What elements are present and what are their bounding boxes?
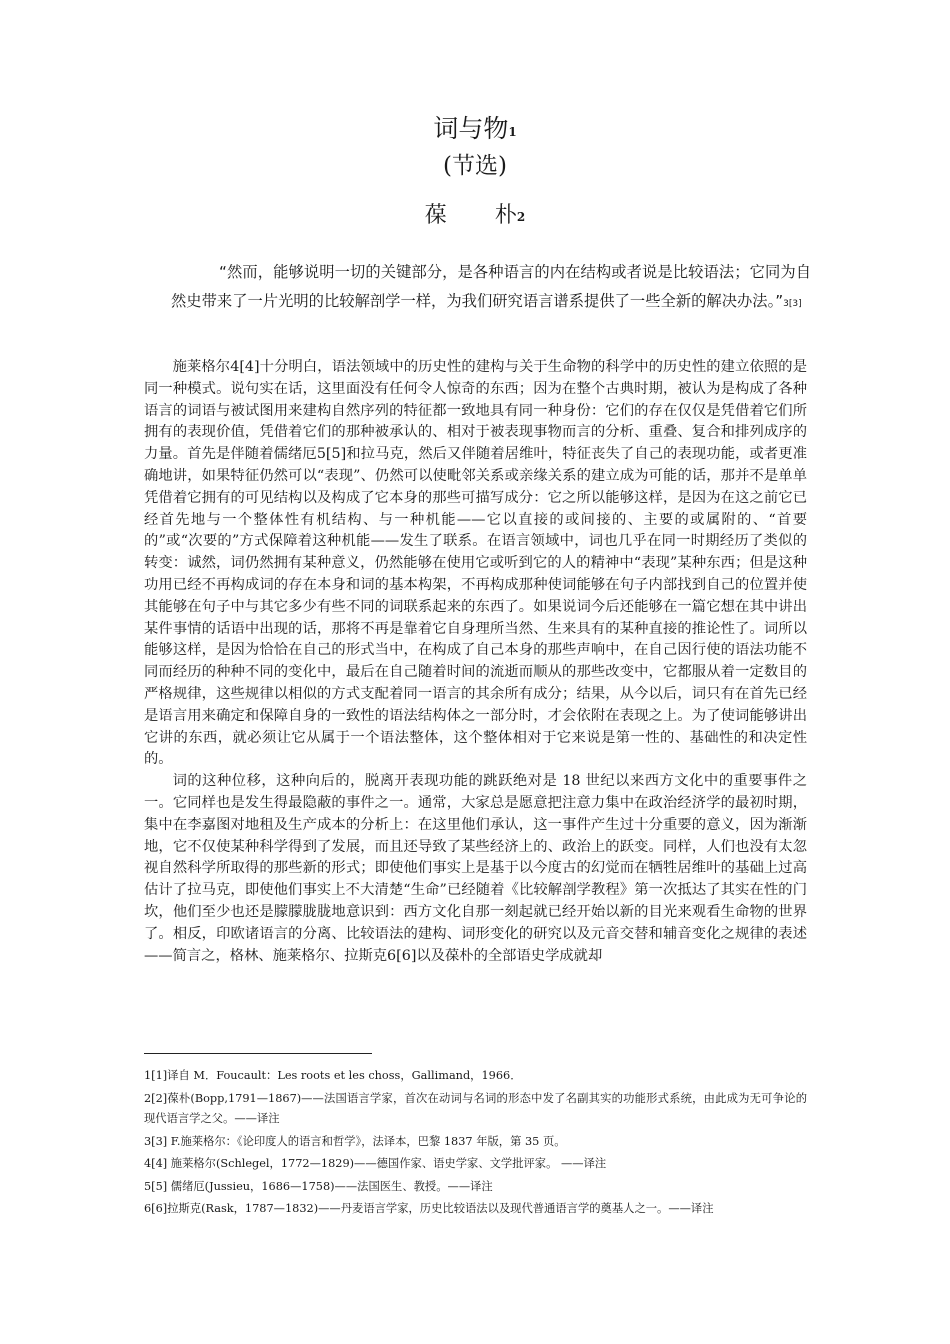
author-footnote-marker: 2 [516, 210, 526, 224]
footnote-5: 5[5] 儒绪厄(Jussieu，1686—1758)——法国医生、教授。——译注 [144, 1179, 493, 1193]
footnote-6: 6[6]拉斯克(Rask，1787—1832)——丹麦语言学家，历史比较语法以及现代普通语言学的奠基人之一。——译注 [144, 1202, 714, 1215]
epigraph-quote: “然而，能够说明一切的关键部分，是各种语言的内在结构或者说是比较语法；它同为自然史带来了一片光明的比较解剖学一样，为我们研究语言谱系提供了一些全新的解决办法。”3[3] [171, 263, 811, 310]
footnotes [144, 1066, 807, 1222]
paragraph-1: 施莱格尔4[4]十分明白，语法领域中的历史性的建构与关于生命物的科学中的历史性的建立依照的是同一种模式。说句实在话，这里面没有任何令人惊奇的东西；因为在整个古典时期，被认为是构成了各种语言的词语与被试图用来建构自然序列的特征都一致地具有同一种身份：它们的存在仅仅是凭借着它们所拥有的表现价值，凭借着它们的那种被承认的、相对于被表现事物而言的分析、重叠、复合和排列成序的力量。首先是伴随着儒绪厄5[5]和拉马克，然后又伴随着居维叶，特征丧失了自己的表现功能，或者更准确地讲，如果特征仍然可以“表现”、仍然可以使毗邻关系或亲缘关系的建立成为可能的话，那并不是单单凭借着它拥有的可见结构以及构成了它本身的那些可描写成分：它之所以能够这样，是因为在这之前它已经首先地与一个整体性有机结构、与一种机能——它以直接的或间接的、主要的或属附的、“首要的”或“次要的”方式保障着这种机能——发生了联系。在语言领域中，词也几乎在同一时期经历了类似的转变：诚然，词仍然拥有某种意义，仍然能够在使用它或听到它的人的精神中“表现”某种东西；但是这种功用已经不再构成词的存在本身和词的基本构架，不再构成那种使词能够在句子内部找到自己的位置并使其能够在句子中与其它多少有些不同的词联系起来的东西了。如果说词今后还能够在一篇它想在其中讲出某件事情的话语中出现的话，那将不再是靠着它自身理所当然、生来具有的某种直接的推论性了。词所以能够这样，是因为恰恰在自己的形式当中，在构成了自己本身的那些声响中，在自己因行使的语法功能不同而经历的种种不同的变化中，最后在自己随着时间的流逝而顺从的那些改变中，它都服从着一定数目的严格规律，这些规律以相似的方式支配着同一语言的其余所有成分；结果，从今以后，词只有在首先已经是语言用来确定和保障自身的一致性的语法结构体之一部分时，才会依附在表现之上。为了使词能够讲出它讲的东西，就必须让它从属于一个语法整体，这个整体相对于它来说是第一性的、基础性的和决定性的。 [144, 359, 807, 768]
footnote-4: 4[4] 施莱格尔(Schlegel，1772—1829)——德国作家、语史学家、文学批评家。 ——译注 [144, 1157, 607, 1170]
epigraph-footnote-ref: 3[3] [783, 299, 802, 309]
footnote-1: 1[1]译自 M．Foucault：Les roots et les choss，Gallimand，1966． [144, 1069, 522, 1082]
footnote-2: 2[2]葆朴(Bopp,1791—1867)——法国语言学家，首次在动词与名词的形态中发了名副其实的功能形式系统，由此成为无可争论的现代语言学之父。——译注 [144, 1091, 807, 1125]
footnote-divider [144, 1053, 372, 1054]
body-text [144, 357, 807, 967]
footnote-3: 3[3] F.施莱格尔：《论印度人的语言和哲学》，法译本，巴黎 1837 年版，第 35 页。 [144, 1134, 566, 1148]
author-name: 葆 朴2 [424, 203, 526, 228]
paragraph-2: 词的这种位移，这种向后的，脱离开表现功能的跳跃绝对是 18 世纪以来西方文化中的重要事件之一。它同样也是发生得最隐蔽的事件之一。通常，大家总是愿意把注意力集中在政治经济学的最初时期，集中在李嘉图对地租及生产成本的分析上：在这里他们承认，这一事件产生过十分重要的意义，因为渐渐地，它不仅使某种科学得到了发展，而且还导致了某些经济上的、政治上的跃变。同样，人们也没有太忽视自然科学所取得的那些新的形式；即使他们事实上是基于以今度古的幻觉而在牺牲居维叶的基础上过高估计了拉马克，即使他们事实上不大清楚“生命”已经随着《比较解剖学教程》第一次抵达了其实在性的门坎，他们至少也还是朦朦胧胧地意识到：西方文化自那一刻起就已经开始以新的目光来观看生命物的世界了。相反，印欧诸语言的分离、比较语法的建构、词形变化的研究以及元音交替和辅音变化之规律的表述——简言之，格林、施莱格尔、拉斯克6[6]以及葆朴的全部语史学成就却 [144, 773, 807, 964]
page-subtitle: (节选) [443, 153, 507, 179]
page-title: 词与物1 [433, 114, 517, 143]
title-footnote-marker: 1 [508, 125, 517, 139]
title-block [0, 112, 950, 182]
